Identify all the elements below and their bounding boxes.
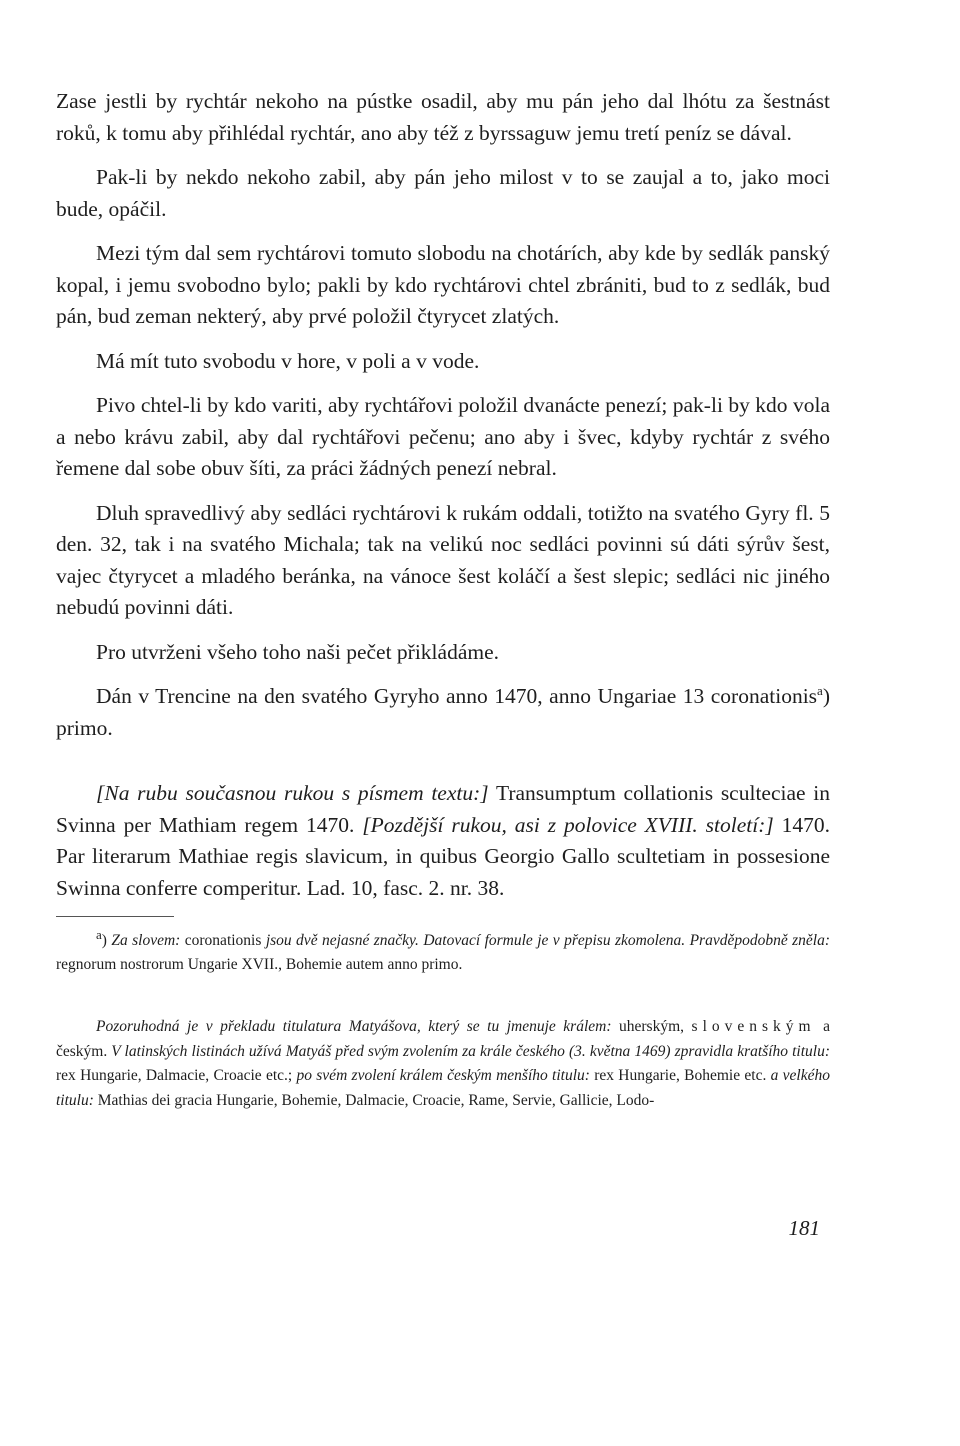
paragraph-5: Pivo chtel-li by kdo variti, aby rychtářovi položil dvanácte penezí; pak-li by kdo vola a nebo krávu zabil, aby dal rychtářovi pečenu; ano aby i švec, kdyby rychtár z svého řemene dal sobe obuv šíti, za práci žádných penezí nebral.	[56, 393, 830, 480]
note-text-2: a českým.	[56, 1018, 830, 1060]
footnote-text-2: coronationis	[180, 932, 266, 949]
footnote-reference: a	[817, 682, 823, 698]
note-text-3: rex Hungarie, Dalmacie, Croacie etc.;	[56, 1067, 297, 1084]
commentary-note	[56, 1015, 830, 1113]
note-text-5: Mathias dei gracia Hungarie, Bohemie, Dalmacie, Croacie, Rame, Servie, Gallicie, Lodo-	[93, 1091, 655, 1109]
dating-paragraph	[56, 681, 830, 744]
note-italic-2: V latinských listinách užívá Matyáš před svým zvolením za krále českého (3. května 1469) zpravidla kratšího titulu:	[111, 1042, 830, 1060]
paragraph-3: Mezi tým dal sem rychtárovi tomuto slobodu na chotárích, aby kde by sedlák panský kopal, i jemu svobodno bylo; pakli by kdo rychtárovi chtel zbrániti, bud to z sedlák, bud pán, bud zeman nekterý, aby prvé položil čtyrycet zlatých.	[56, 241, 830, 328]
endorsement-editorial-2: [Pozdější rukou, asi z polovice XVIII. století:]	[362, 812, 774, 837]
endorsement-editorial-1: [Na rubu současnou rukou s písmem textu:]	[96, 781, 489, 805]
note-text-4: rex Hungarie, Bohemie etc.	[589, 1067, 771, 1084]
dating-end: ) primo.	[56, 684, 830, 740]
paragraph-4: Má mít tuto svobodu v hore, v poli a v vode.	[96, 348, 480, 373]
footnote-a	[56, 926, 831, 977]
footnote-editorial-2: jsou dvě nejasné značky. Datovací formule je v přepisu zkomolena. Pravděpodobně zněla:	[265, 932, 831, 949]
endorsement-text-1: Transumptum collationis sculteciae in Svinna per Mathiam regem 1470.	[56, 781, 830, 837]
footnote-editorial-1: Za slovem:	[111, 932, 181, 949]
endorsement-paragraph	[56, 778, 830, 904]
document-page	[56, 86, 830, 1113]
paragraph-2: Pak-li by nekdo nekoho zabil, aby pán jeho milost v to se zaujal a to, jako moci bude, opáčil.	[56, 165, 830, 221]
note-text-1: uherským,	[611, 1018, 692, 1035]
paragraph-7: Pro utvrženi všeho toho naši pečet přikládáme.	[96, 639, 500, 664]
note-italic-1: Pozoruhodná je v překladu titulatura Matyášova, který se tu jmenuje králem:	[96, 1018, 612, 1035]
paragraph-6: Dluh spravedlivý aby sedláci rychtárovi k rukám oddali, totižto na svatého Gyry fl. 5 den. 32, tak i na svatého Michala; tak na velikú noc sedláci povinni sú dáti sýrův šest, vajec čtyrycet a mladého beránka, na vánoce šest koláčí a šest slepic; sedláci nic jiného nebudú povinni dáti.	[56, 500, 830, 619]
charter-text	[56, 86, 830, 744]
footnote-divider	[56, 916, 174, 917]
note-italic-3: po svém zvolení králem českým menšího titulu:	[296, 1067, 590, 1084]
footnote-mark: a	[96, 926, 102, 942]
page-number: 181	[788, 1216, 820, 1240]
footnote-text-1: )	[101, 932, 112, 949]
dating-text: Dán v Trencine na den svatého Gyryho anno 1470, anno Ungariae 13 coronationis	[96, 684, 818, 708]
note-italic-4: a velkého titulu:	[56, 1067, 830, 1109]
endorsement-text-2: 1470. Par literarum Mathiae regis slavicum, in quibus Georgio Gallo scultetiam in possesione Swinna conferre comperitur. Lad. 10, fasc. 2. nr. 38.	[56, 812, 830, 900]
paragraph-1: Zase jestli by rychtár nekoho na pústke osadil, aby mu pán jeho dal lhótu za šestnást roků, k tomu aby přihlédal rychtár, ano aby též z byrssaguw jemu tretí peníz se dával.	[56, 89, 830, 145]
note-spaced-word: slovenským	[691, 1018, 816, 1035]
footnote-text-3: regnorum nostrorum Ungarie XVII., Bohemie autem anno primo.	[56, 956, 463, 973]
